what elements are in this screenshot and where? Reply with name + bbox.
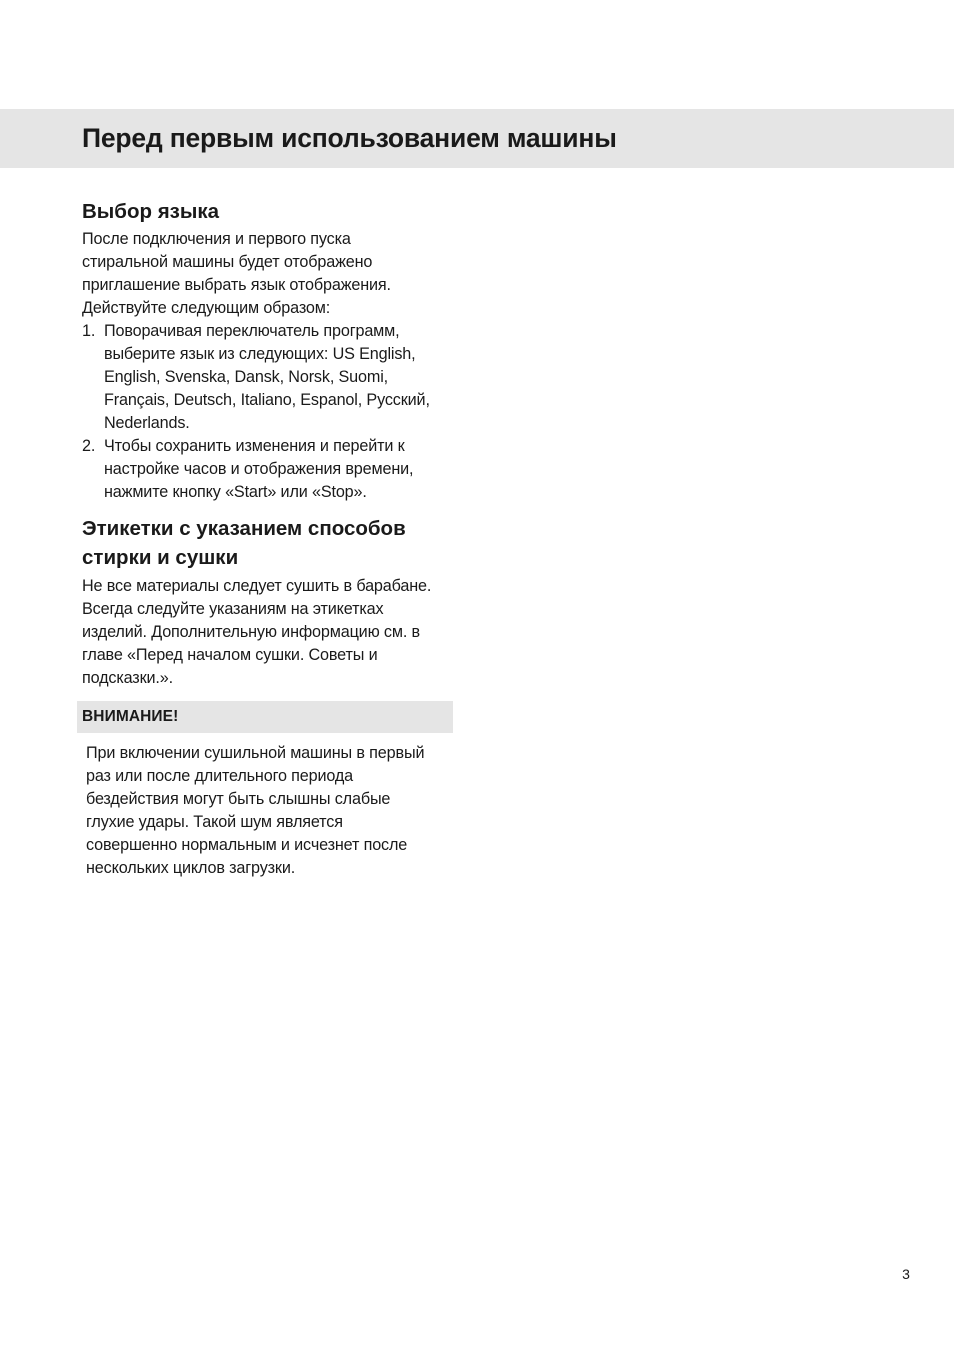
text-line: Français, Deutsch, Italiano, Espanol, Русский, [104, 390, 430, 409]
list-item [82, 435, 458, 504]
text-line: настройке часов и отображения времени, [104, 459, 414, 478]
text-line: Чтобы сохранить изменения и перейти к [104, 436, 405, 455]
text-line: совершенно нормальным и исчезнет после [86, 835, 408, 854]
text-line: подсказки.». [82, 668, 173, 687]
text-line: глухие удары. Такой шум является [86, 812, 343, 831]
text-line: Поворачивая переключатель программ, [104, 321, 400, 340]
text-line: Nederlands. [104, 413, 190, 432]
text-line: раз или после длительного периода [86, 766, 354, 785]
step-number: 2. [82, 436, 96, 455]
text-line: нажмите кнопку «Start» или «Stop». [104, 482, 367, 501]
page-title: Перед первым использованием машины [82, 123, 617, 153]
text-line: English, Svenska, Dansk, Norsk, Suomi, [104, 367, 388, 386]
text-line: Действуйте следующим образом: [82, 298, 331, 317]
text-line: выберите язык из следующих: US English, [104, 344, 416, 363]
page-number: 3 [902, 1266, 910, 1282]
heading-line: Этикетки с указанием способов [82, 516, 406, 540]
text-line: главе «Перед началом сушки. Советы и [82, 645, 378, 664]
text-line: Всегда следуйте указаниям на этикетках [82, 599, 384, 618]
list-item [82, 320, 458, 435]
warning-notice [77, 701, 453, 880]
text-line: изделий. Дополнительную информацию см. в [82, 622, 420, 641]
text-line: Не все материалы следует сушить в барабане. [82, 576, 432, 595]
warning-body [77, 742, 453, 880]
language-selection-heading: Выбор языка [82, 200, 220, 223]
text-line: нескольких циклов загрузки. [86, 858, 296, 877]
content-column [82, 197, 458, 896]
care-labels-heading [82, 514, 458, 573]
text-line: бездействия могут быть слышны слабые [86, 789, 391, 808]
heading-line: стирки и сушки [82, 546, 239, 569]
language-steps-list [82, 320, 458, 504]
language-intro-paragraph [82, 228, 458, 320]
text-line: приглашение выбрать язык отображения. [82, 275, 391, 294]
care-labels-paragraph [82, 575, 458, 690]
step-number: 1. [82, 321, 96, 340]
warning-header: ВНИМАНИЕ! [77, 701, 453, 733]
text-line: стиральной машины будет отображено [82, 252, 373, 271]
text-line: После подключения и первого пуска [82, 229, 351, 248]
text-line: При включении сушильной машины в первый [86, 743, 425, 762]
